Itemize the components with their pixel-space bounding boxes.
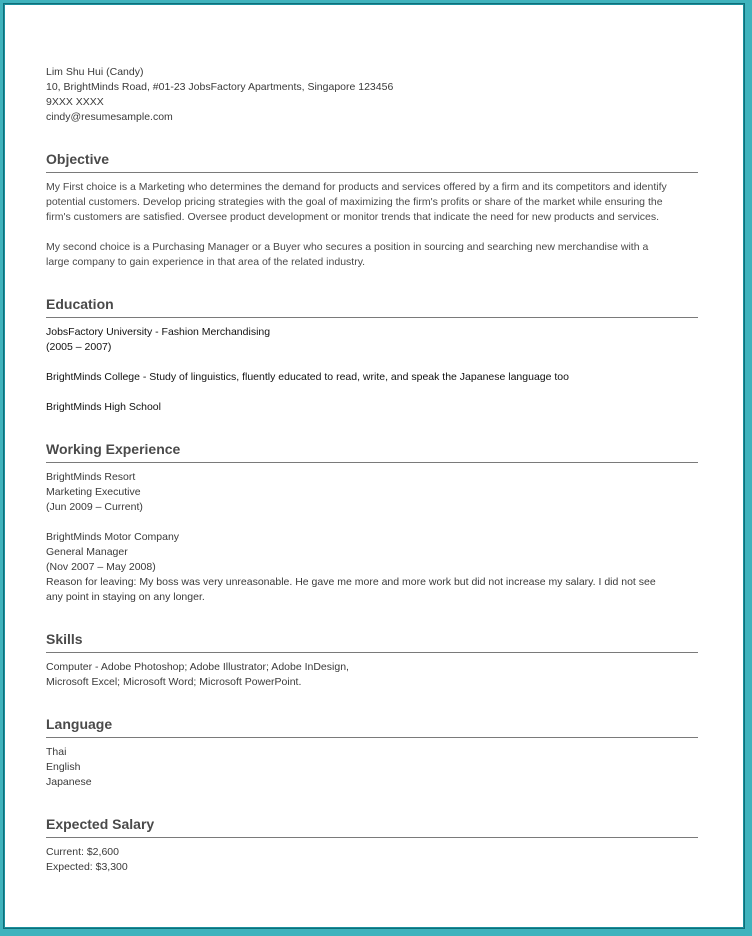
job-period: (Nov 2007 – May 2008)	[46, 561, 156, 573]
contact-email: cindy@resumesample.com	[46, 111, 173, 123]
skills-line: Microsoft Excel; Microsoft Word; Microsoft PowerPoint.	[46, 676, 302, 688]
language-heading: Language	[46, 716, 698, 738]
education-university-years: (2005 – 2007)	[46, 341, 112, 353]
skills-heading: Skills	[46, 631, 698, 653]
experience-heading: Working Experience	[46, 441, 698, 463]
resume-content	[46, 65, 698, 875]
job-role: General Manager	[46, 546, 128, 558]
contact-address: 10, BrightMinds Road, #01-23 JobsFactory Apartments, Singapore 123456	[46, 81, 394, 93]
contact-block	[46, 65, 698, 125]
contact-name: Lim Shu Hui (Candy)	[46, 66, 144, 78]
objective-line: potential customers. Develop pricing strategies with the goal of maximizing the firm's profits or share of the market while ensuring the	[46, 196, 663, 208]
salary-section	[46, 816, 698, 875]
job-entry	[46, 530, 698, 605]
objective-paragraph-1	[46, 180, 698, 225]
document-frame	[3, 3, 745, 929]
objective-heading: Objective	[46, 151, 698, 173]
objective-line: large company to gain experience in that area of the related industry.	[46, 256, 366, 268]
resume-page	[5, 5, 743, 927]
skills-line: Computer - Adobe Photoshop; Adobe Illustrator; Adobe InDesign,	[46, 661, 349, 673]
salary-heading: Expected Salary	[46, 816, 698, 838]
objective-line: firm's customers are satisfied. Oversee product development or monitor trends that indicate the need for new products and services.	[46, 211, 660, 223]
language-item: Japanese	[46, 776, 92, 788]
contact-phone: 9XXX XXXX	[46, 96, 104, 108]
language-section	[46, 716, 698, 790]
education-high-school: BrightMinds High School	[46, 401, 161, 413]
job-company: BrightMinds Resort	[46, 471, 136, 483]
skills-section	[46, 631, 698, 690]
objective-paragraph-2	[46, 240, 698, 270]
experience-section	[46, 441, 698, 605]
education-university: JobsFactory University - Fashion Merchandising	[46, 326, 271, 338]
salary-current: Current: $2,600	[46, 846, 119, 858]
education-college: BrightMinds College - Study of linguistics, fluently educated to read, write, and speak the Japanese language too	[46, 371, 569, 383]
salary-expected: Expected: $3,300	[46, 861, 128, 873]
job-leaving-reason: Reason for leaving: My boss was very unreasonable. He gave me more and more work but did not increase my salary. I did not see	[46, 576, 656, 588]
education-heading: Education	[46, 296, 698, 318]
job-company: BrightMinds Motor Company	[46, 531, 180, 543]
objective-line: My First choice is a Marketing who determines the demand for products and services offered by a firm and its competitors and identify	[46, 181, 667, 193]
education-section	[46, 296, 698, 415]
job-period: (Jun 2009 – Current)	[46, 501, 143, 513]
language-item: Thai	[46, 746, 67, 758]
job-role: Marketing Executive	[46, 486, 141, 498]
objective-section	[46, 151, 698, 270]
job-leaving-reason: any point in staying on any longer.	[46, 591, 205, 603]
language-item: English	[46, 761, 81, 773]
objective-line: My second choice is a Purchasing Manager or a Buyer who secures a position in sourcing and searching new merchandise with a	[46, 241, 649, 253]
job-entry	[46, 470, 698, 515]
